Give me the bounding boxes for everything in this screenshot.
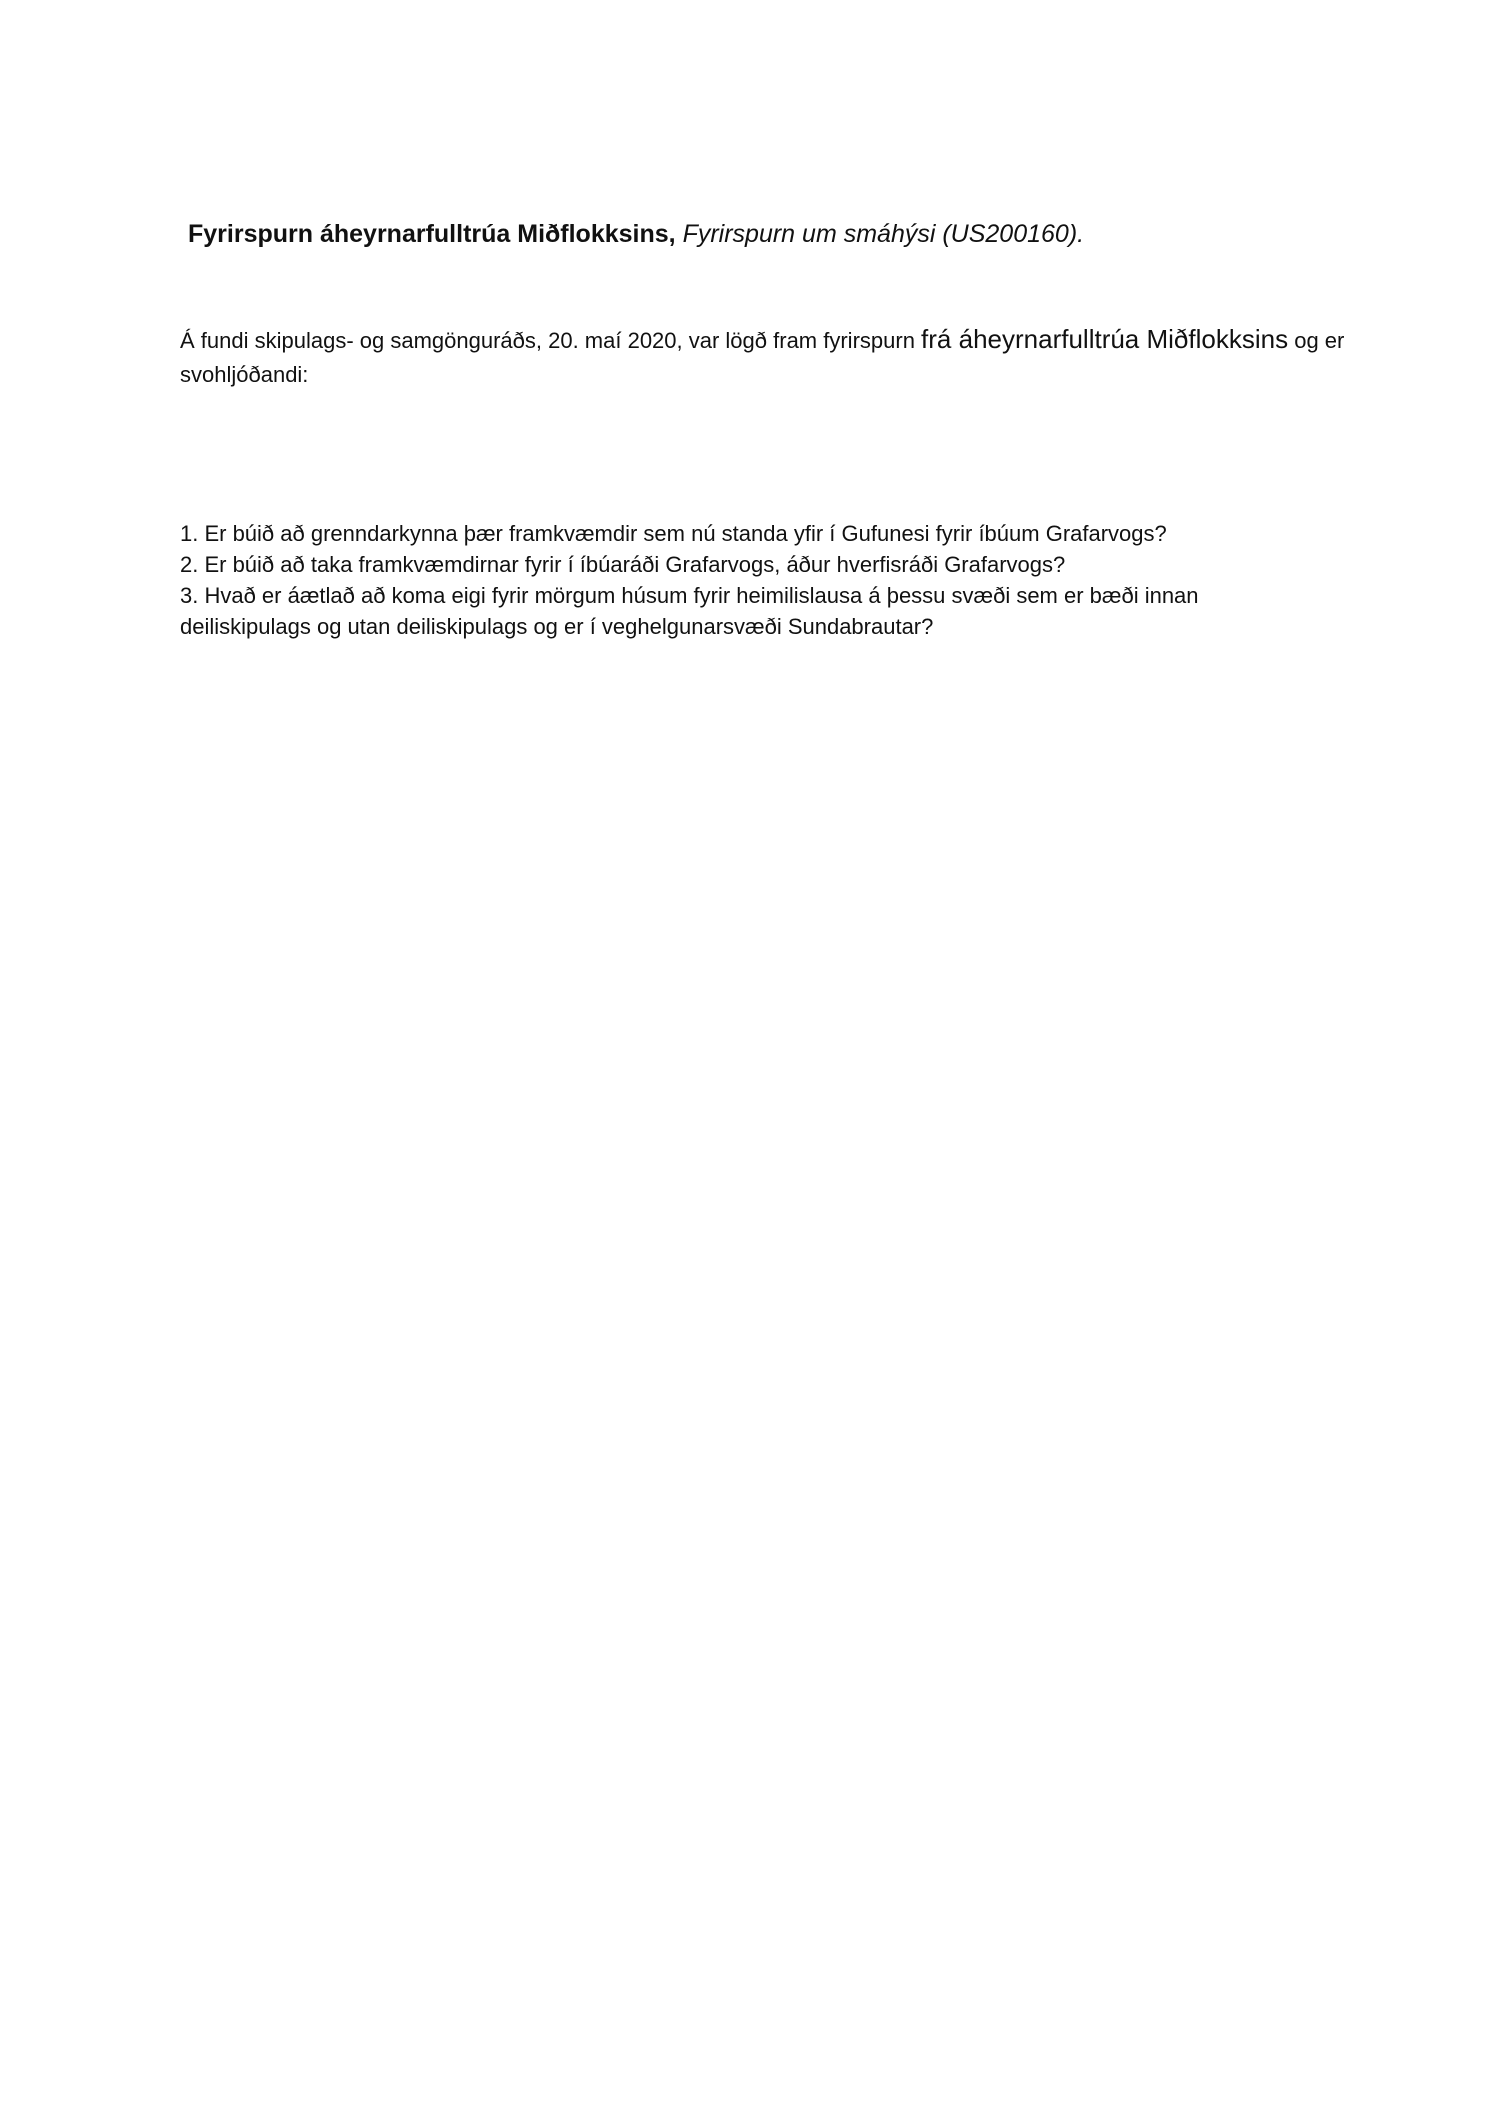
intro-text-part3: og er svohljóðandi: [180, 328, 1345, 387]
heading-italic-text: Fyrirspurn um smáhýsi (US200160). [682, 220, 1085, 248]
intro-text-part2: frá áheyrnarfulltrúa Miðflokksins [921, 324, 1289, 354]
question-item-1: 1. Er búið að grenndarkynna þær framkvæmdir sem nú standa yfir í Gufunesi fyrir íbúum Grafarvogs? [180, 521, 1167, 546]
intro-text-part1: Á fundi skipulags- og samgönguráðs, 20. maí 2020, var lögð fram fyrirspurn [180, 328, 922, 353]
question-item-2: 2. Er búið að taka framkvæmdirnar fyrir í íbúaráði Grafarvogs, áður hverfisráði Grafarvogs? [180, 552, 1066, 577]
intro-paragraph [180, 322, 1360, 392]
heading-bold-text: Fyrirspurn áheyrnarfulltrúa Miðflokksins, [188, 220, 676, 248]
question-item-3: 3. Hvað er áætlað að koma eigi fyrir mörgum húsum fyrir heimilislausa á þessu svæði sem er bæði innan deiliskipulags og utan deiliskipulags og er í veghelgunarsvæði Sundabrautar? [180, 583, 1199, 639]
document-heading [188, 217, 1084, 251]
questions-list [180, 518, 1320, 642]
